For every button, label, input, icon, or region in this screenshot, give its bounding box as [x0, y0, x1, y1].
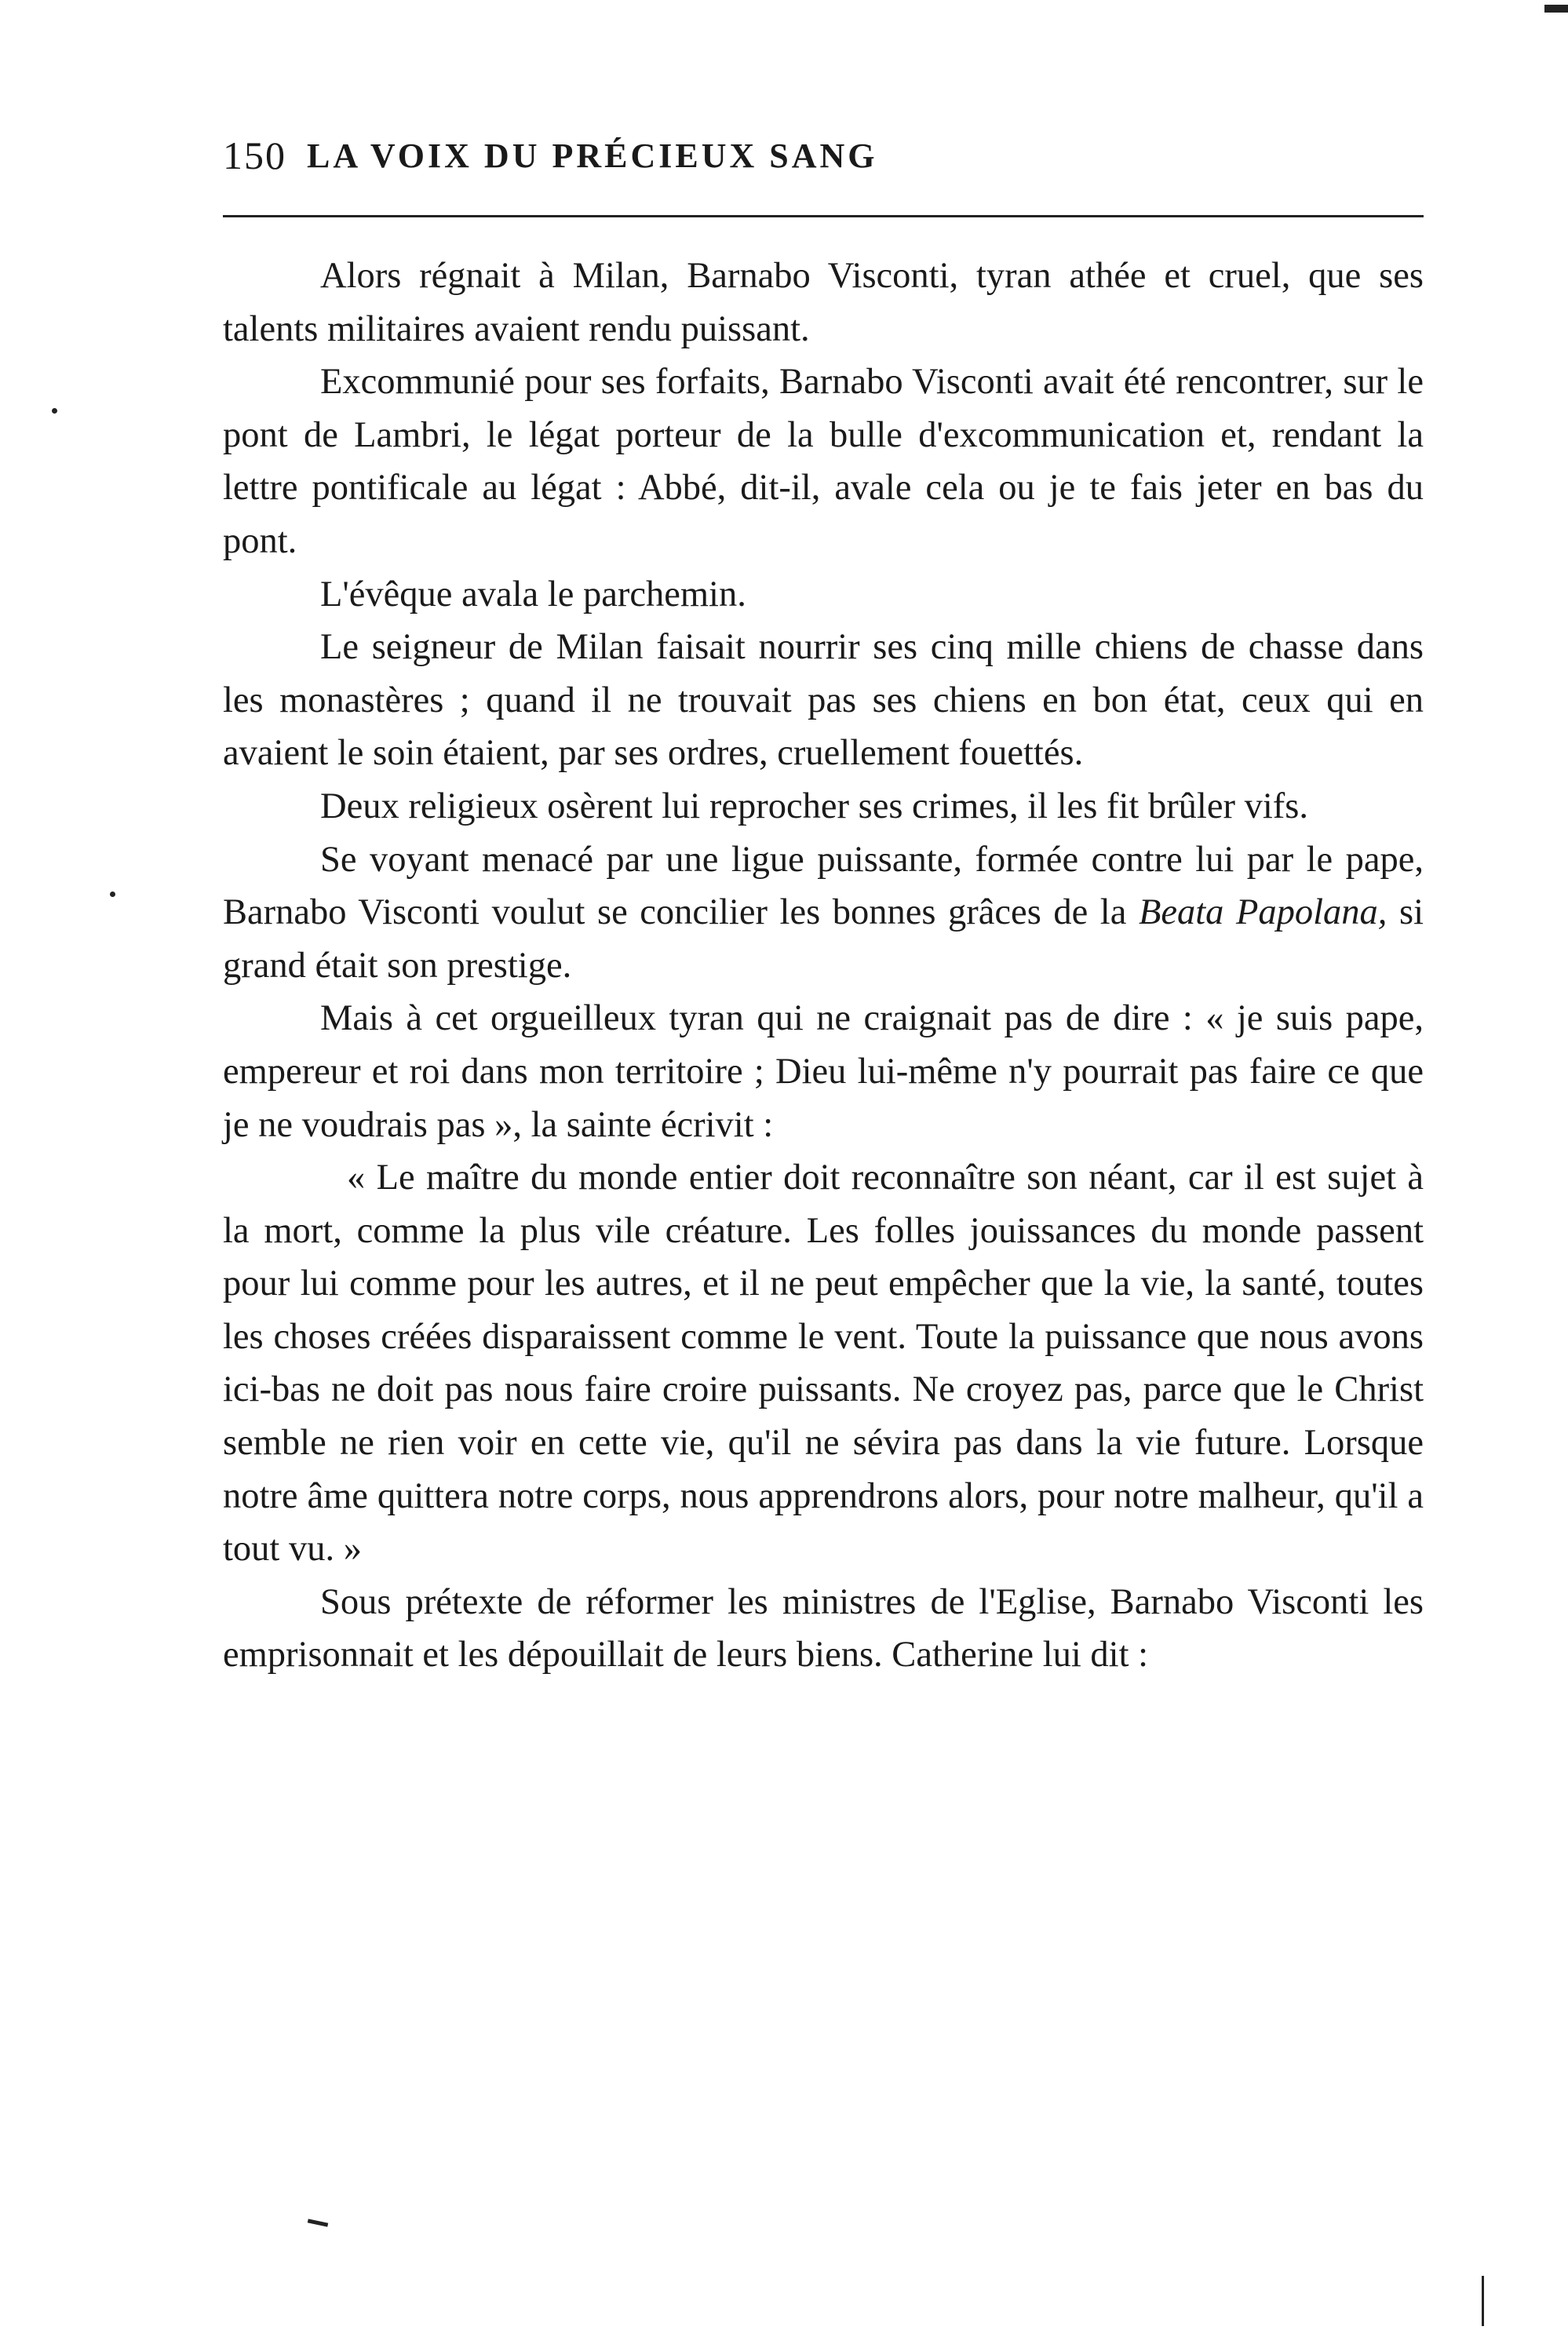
paragraph: Mais à cet orgueilleux tyran qui ne craignait pas de dire : « je suis pape, empereur et roi dans mon territoire ; Dieu lui-même n'y pourrait pas faire ce que je ne voudrais pas », la sainte écrivit :	[223, 998, 1424, 1145]
scan-speck	[308, 2219, 328, 2226]
scan-speck	[110, 892, 115, 897]
paragraph: Alors régnait à Milan, Barnabo Visconti, tyran athée et cruel, que ses talents militaires avaient rendu puissant.	[223, 256, 1424, 349]
body-text	[223, 250, 1424, 1682]
paragraph: Le seigneur de Milan faisait nourrir ses cinq mille chiens de chasse dans les monastères ; quand il ne trouvait pas ses chiens en bon état, ceux qui en avaient le soin étaient, par ses ordres, cruellement fouettés.	[223, 627, 1424, 774]
page-number: 150	[223, 133, 286, 177]
paragraph: Deux religieux osèrent lui reprocher ses crimes, il les fit brûler vifs.	[320, 786, 1308, 826]
scan-edge-mark	[1544, 5, 1568, 13]
paragraph: Excommunié pour ses forfaits, Barnabo Visconti avait été rencontrer, sur le pont de Lambri, le légat porteur de la bulle d'excommunication et, rendant la lettre pontificale au légat : Abbé, dit-il, avale cela ou je te fais jeter en bas du pont.	[223, 362, 1424, 561]
paragraph-text: si grand était son prestige.	[223, 892, 1424, 986]
scan-speck	[52, 408, 57, 414]
paragraph	[223, 833, 1424, 993]
paragraph: Sous prétexte de réformer les ministres de l'Eglise, Barnabo Visconti les emprisonnait et les dépouillait de leurs biens. Catherine lui dit :	[223, 1581, 1424, 1675]
quoted-letter: « Le maître du monde entier doit reconnaître son néant, car il est sujet à la mort, comme la plus vile créature. Les folles jouissances du monde passent pour lui comme pour les autres, et il ne peut empêcher que la vie, la santé, toutes les choses créées disparaissent comme le vent. Toute la puissance que nous avons ici-bas ne doit pas nous faire croire puissants. Ne croyez pas, parce que le Christ semble ne rien voir en cette vie, qu'il ne sévira pas dans la vie future. Lorsque notre âme quittera notre corps, nous apprendrons alors, pour notre malheur, qu'il a tout vu. »	[223, 1158, 1424, 1570]
paragraph: L'évêque avala le parchemin.	[320, 574, 746, 614]
running-title: LA VOIX DU PRÉCIEUX SANG	[307, 136, 878, 175]
header-rule	[223, 215, 1424, 217]
page-header	[223, 132, 1424, 179]
paragraph-text: Se voyant menacé par une ligue puissante, formée contre lui par le pape, Barnabo Visconti voulut se concilier les bonnes grâces de la	[223, 839, 1424, 933]
scan-edge-mark	[1482, 2276, 1484, 2326]
italic-name: Beata Papolana,	[1138, 892, 1387, 933]
